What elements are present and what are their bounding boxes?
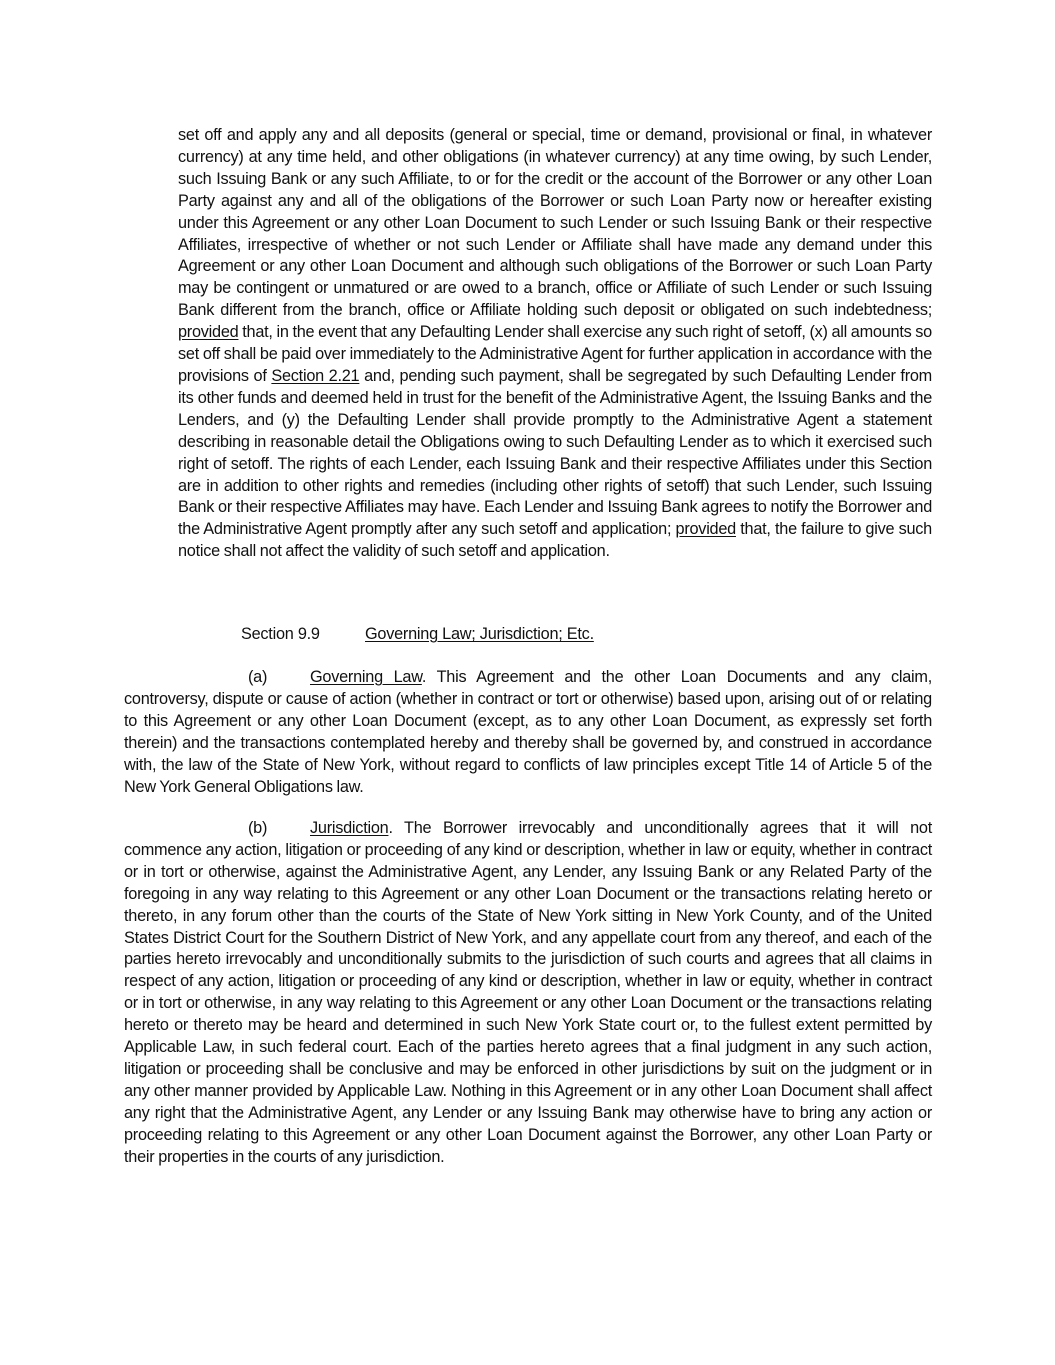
section-reference: Section 2.21: [271, 366, 360, 385]
setoff-text-4: that, the failure to give such notice shall not affect the validity of such setoff and application.: [178, 520, 932, 561]
section-heading: [241, 624, 594, 646]
clause-text: . This Agreement and the other Loan Documents and any claim, controversy, dispute or cause of action (whether in contract or tort or otherwise) based upon, arising out of or relating to this Agreement or any other Loan Document (except, as to any other Loan Document, as expressly set forth therein) and the transactions contemplated hereby and thereby shall be governed by, and construed in accordance with, the law of the State of New York, without regard to conflicts of law principles except Title 14 of Article 5 of the New York General Obligations law.: [124, 668, 932, 796]
setoff-text-2: that, in the event that any Defaulting Lender shall exercise any such right of setoff, (x) all amounts so set off shall be paid over immediately to the Administrative Agent for further application in accordance with the provisions of: [178, 323, 932, 385]
section-number: Section 9.9: [241, 625, 320, 643]
setoff-text-1: set off and apply any and all deposits (general or special, time or demand, provisional or final, in whatever currency) at any time held, and other obligations (in whatever currency) at any time owing, by such Lender, such Issuing Bank or any such Affiliate, to or for the credit or the account of the Borrower or any other Loan Party against any and all of the obligations of the Borrower or such Loan Party now or hereafter existing under this Agreement or any other Loan Document to such Lender or such Issuing Bank or their respective Affiliates, irrespective of whether or not such Lender or Affiliate shall have made any demand under this Agreement or any other Loan Document and although such obligations of the Borrower or such Loan Party may be contingent or unmatured or are owed to a branch, office or Affiliate of such Lender or such Issuing Bank different from the branch, office or Affiliate holding such deposit or obligated on such indebtedness;: [178, 126, 932, 320]
clause-index: (a): [248, 668, 268, 686]
provided-term: provided: [675, 520, 736, 539]
provided-term: provided: [178, 323, 239, 342]
setoff-text-3: and, pending such payment, shall be segregated by such Defaulting Lender from its other funds and deemed held in trust for the benefit of the Administrative Agent, the Issuing Banks and the Lenders, and (y) the Defaulting Lender shall provide promptly to the Administrative Agent a statement describing in reasonable detail the Obligations owing to such Defaulting Lender as to which it exercised such right of setoff. The rights of each Lender, each Issuing Bank and their respective Affiliates under this Section are in addition to other rights and remedies (including other rights of setoff) that such Lender, such Issuing Bank or their respective Affiliates may have. Each Lender and Issuing Bank agrees to notify the Borrower and the Administrative Agent promptly after any such setoff and application;: [178, 366, 932, 539]
clause-text: . The Borrower irrevocably and unconditionally agrees that it will not commence any action, litigation or proceeding of any kind or description, whether in law or equity, whether in contract or in tort or otherwise, against the Administrative Agent, any Lender, any Issuing Bank or any Related Party of the foregoing in any way relating to this Agreement or any other Loan Document or the transactions relating hereto or thereto, in any forum other than the courts of the State of New York sitting in New York County, and of the United States District Court for the Southern District of New York, and any appellate court from any thereof, and each of the parties hereto irrevocably and unconditionally submits to the jurisdiction of such courts and agrees that all claims in respect of any action, litigation or proceeding of any kind or description, whether in law or equity, whether in contract or in tort or otherwise, in any way relating to this Agreement or any other Loan Document or the transactions relating hereto or thereto may be heard and determined in such New York State court or, to the fullest extent permitted by Applicable Law, in such federal court. Each of the parties hereto agrees that a final judgment in any such action, litigation or proceeding shall be conclusive and may be enforced in other jurisdictions by suit on the judgment or in any other manner provided by Applicable Law. Nothing in this Agreement or in any other Loan Document shall affect any right that the Administrative Agent, any Lender or any Issuing Bank may otherwise have to bring any action or proceeding relating to this Agreement or any other Loan Document against the Borrower, any other Loan Party or their properties in the courts of any jurisdiction.: [124, 819, 932, 1166]
clause-heading: Jurisdiction: [310, 819, 389, 837]
clause-index: (b): [248, 819, 268, 837]
governing-law-paragraph: [124, 667, 932, 798]
jurisdiction-paragraph: [124, 818, 932, 1169]
setoff-paragraph: [178, 125, 932, 563]
clause-heading: Governing Law: [310, 668, 422, 686]
section-title: Governing Law; Jurisdiction; Etc.: [365, 625, 594, 643]
